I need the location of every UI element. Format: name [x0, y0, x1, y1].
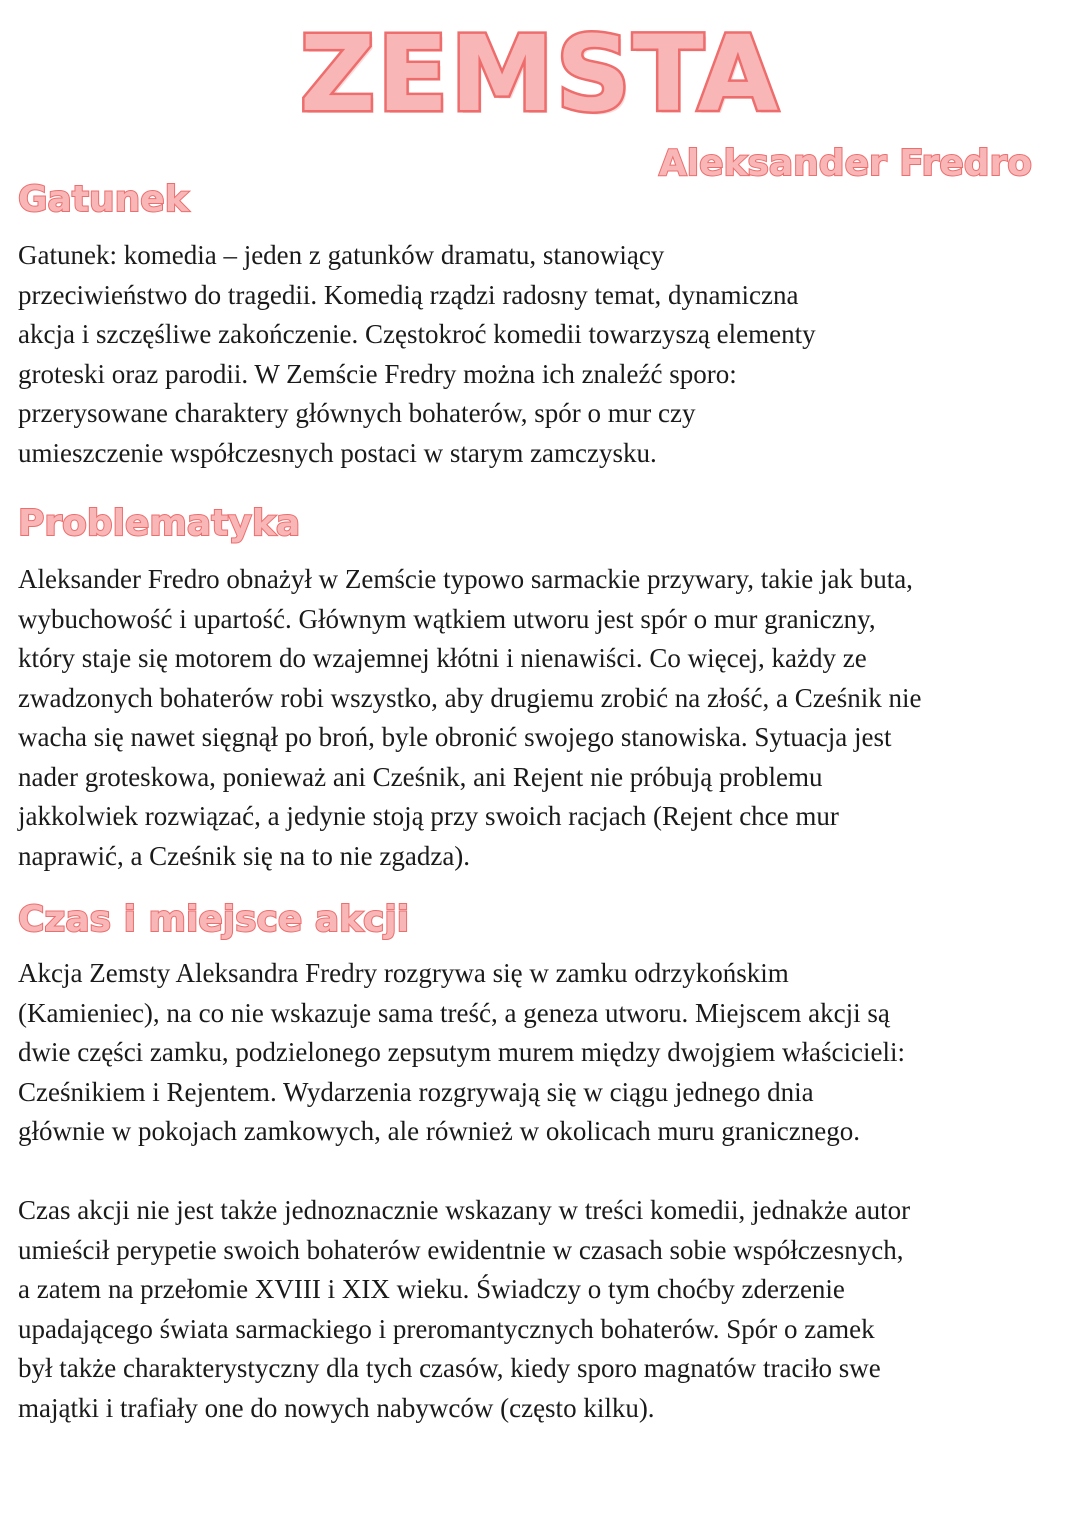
text-line: majątki i trafiały one do nowych nabywców (często kilku).	[18, 1392, 655, 1423]
document-title: ZEMSTA	[299, 13, 781, 135]
section-heading-gatunek: Gatunek	[18, 179, 189, 220]
text-line: który staje się motorem do wzajemnej kłótni i nienawiści. Co więcej, każdy ze	[18, 643, 867, 673]
text-line: był także charakterystyczny dla tych czasów, kiedy sporo magnatów traciło swe	[18, 1353, 881, 1383]
section-text-czas-i-miejsce-2	[18, 1191, 1058, 1428]
section-text-czas-i-miejsce-1	[18, 954, 1058, 1152]
text-line: umieszczenie współczesnych postaci w starym zamczysku.	[18, 437, 657, 468]
text-line: głównie w pokojach zamkowych, ale również w okolicach muru granicznego.	[18, 1116, 860, 1146]
text-line: akcja i szczęśliwe zakończenie. Częstokroć komedii towarzyszą elementy	[18, 319, 816, 349]
text-line: przerysowane charaktery głównych bohaterów, spór o mur czy	[18, 398, 696, 428]
text-line: Aleksander Fredro obnażył w Zemście typowo sarmackie przywary, takie jak buta,	[18, 564, 913, 594]
section-heading-problematyka: Problematyka	[18, 503, 301, 544]
text-line: Cześnikiem i Rejentem. Wydarzenia rozgrywają się w ciągu jednego dnia	[18, 1076, 814, 1107]
text-line: Gatunek: komedia – jeden z gatunków dramatu, stanowiący	[18, 240, 665, 270]
text-line: wybuchowość i upartość. Głównym wątkiem utworu jest spór o mur graniczny,	[18, 603, 876, 634]
text-line: naprawić, a Cześnik się na to nie zgadza).	[18, 840, 471, 871]
text-line: przeciwieństwo do tragedii. Komedią rządzi radosny temat, dynamiczna	[18, 279, 799, 310]
text-line: a zatem na przełomie XVIII i XIX wieku. Świadczy o tym choćby zderzenie	[18, 1274, 845, 1304]
section-text-gatunek	[18, 236, 1058, 473]
section-heading-czas-i-miejsce: Czas i miejsce akcji	[18, 899, 410, 940]
text-line: (Kamieniec), na co nie wskazuje sama treść, a geneza utworu. Miejscem akcji są	[18, 997, 890, 1028]
section-text-problematyka	[18, 560, 1058, 876]
text-line: Czas akcji nie jest także jednoznacznie wskazany w treści komedii, jednakże autor	[18, 1195, 911, 1225]
author-name: Aleksander Fredro	[658, 143, 1032, 184]
text-line: umieścił perypetie swoich bohaterów ewidentnie w czasach sobie współczesnych,	[18, 1234, 904, 1265]
text-line: wacha się nawet sięgnął po broń, byle obronić swojego stanowiska. Sytuacja jest	[18, 722, 892, 752]
text-line: zwadzonych bohaterów robi wszystko, aby drugiemu zrobić na złość, a Cześnik nie	[18, 682, 922, 713]
text-line: groteski oraz parodii. W Zemście Fredry można ich znaleźć sporo:	[18, 358, 737, 389]
text-line: nader groteskowa, ponieważ ani Cześnik, ani Rejent nie próbują problemu	[18, 761, 823, 792]
text-line: Akcja Zemsty Aleksandra Fredry rozgrywa się w zamku odrzykońskim	[18, 958, 789, 988]
text-line: upadającego świata sarmackiego i preromantycznych bohaterów. Spór o zamek	[18, 1313, 875, 1344]
text-line: dwie części zamku, podzielonego zepsutym murem między dwojgiem właścicieli:	[18, 1037, 905, 1067]
text-line: jakkolwiek rozwiązać, a jedynie stoją przy swoich racjach (Rejent chce mur	[18, 801, 839, 831]
